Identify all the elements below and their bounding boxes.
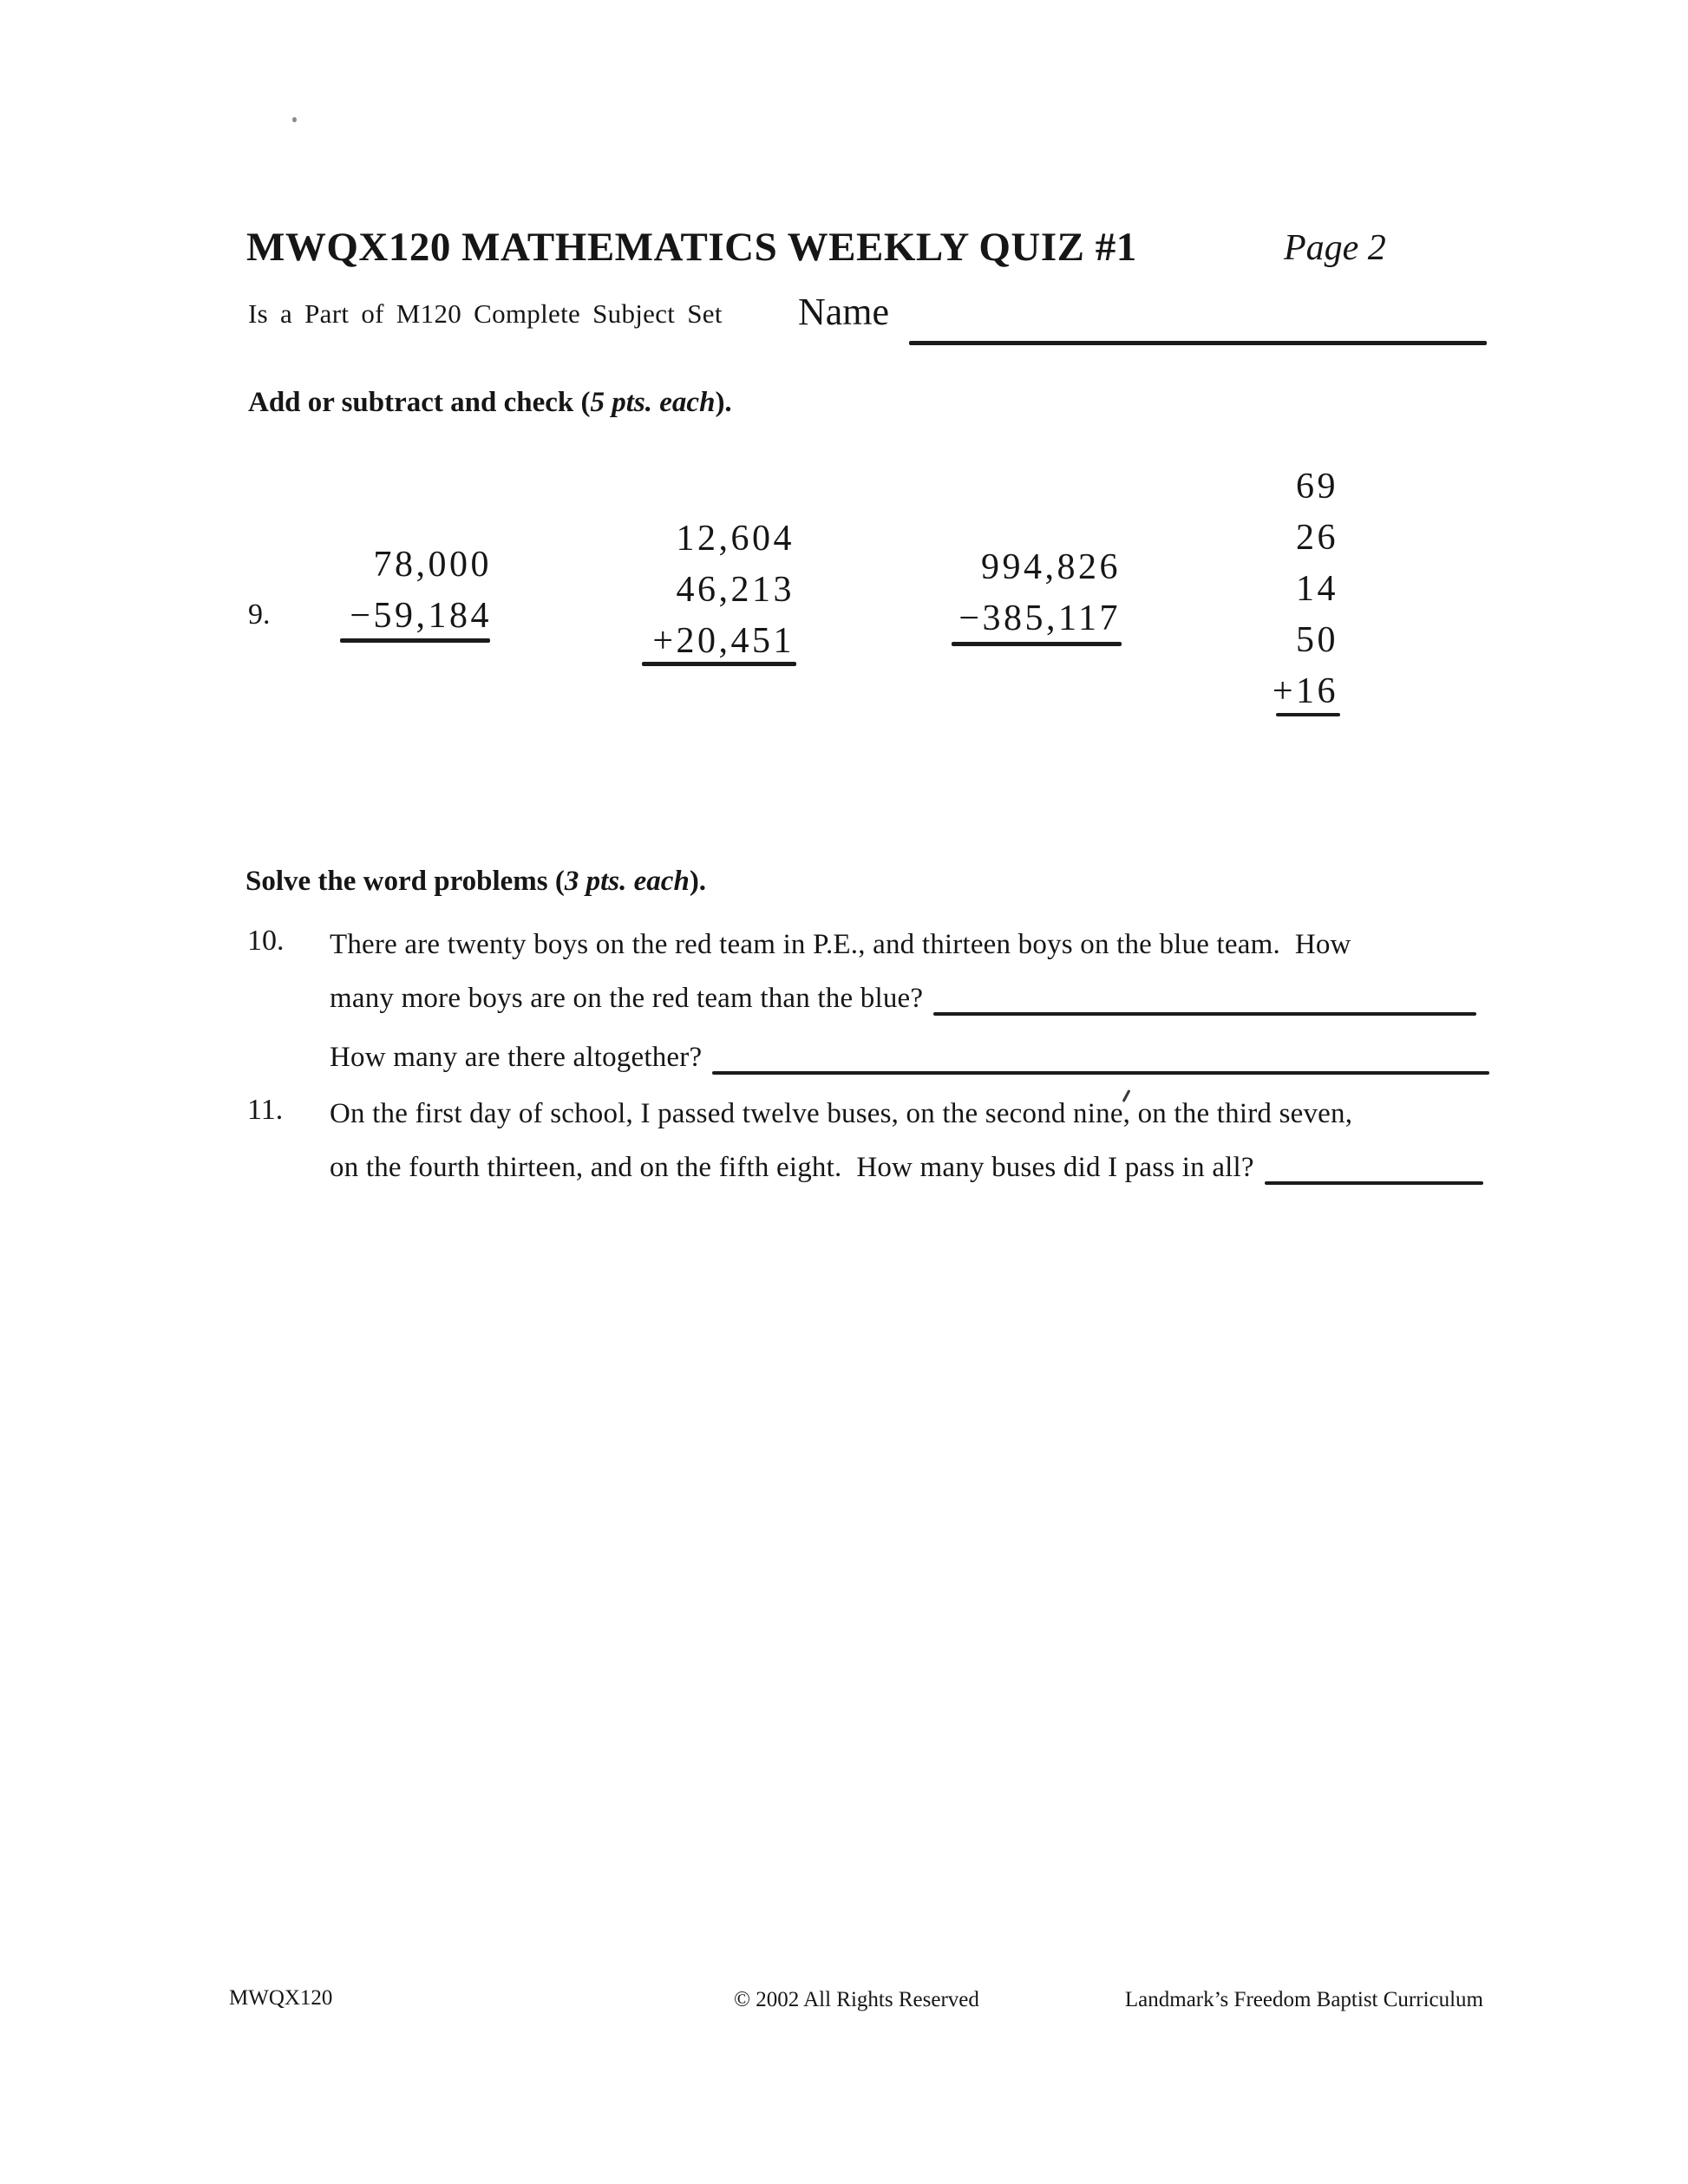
problem9-column2 [595,513,795,667]
problem9-column4 [1208,461,1338,717]
answer-rule [1276,713,1340,716]
number-row: 69 [1296,467,1338,507]
problem10-line2-text: many more boys are on the red team than the blue? [330,983,924,1014]
section2-heading-prefix: Solve the word problems ( [245,866,565,897]
scan-speck [292,117,297,122]
section1-heading-points: 5 pts. each [590,387,716,418]
name-label: Name [798,291,890,333]
problem11-answer-line [1265,1181,1483,1185]
number-row: +20,451 [652,621,795,661]
problem10-label: 10. [247,925,285,957]
number-row: +16 [1272,671,1338,711]
problem10-line1 [330,918,1476,971]
problem10-line1-text: There are twenty boys on the red team in P.E., and thirteen boys on the blue team. How [330,929,1351,960]
number-row: 46,213 [676,570,795,610]
page-number: Page 2 [1284,228,1386,268]
section1-heading-prefix: Add or subtract and check ( [248,387,591,418]
problem10-text [330,918,1476,1025]
problem9-label: 9. [248,598,271,631]
name-blank-line [909,341,1487,345]
number-row: 12,604 [676,519,795,559]
problem9-column1 [292,539,492,642]
problem10-followup-line [330,1030,1489,1084]
problem10-followup-answer-line [712,1071,1489,1075]
footer-publisher: Landmark’s Freedom Baptist Curriculum [1124,1988,1483,2011]
problem10-line2 [330,971,1476,1025]
number-row: 78,000 [373,545,492,585]
number-row: 994,826 [981,547,1121,587]
problem9-column3 [904,542,1121,644]
page-title: MWQX120 MATHEMATICS WEEKLY QUIZ #1 [246,225,1137,270]
number-row: −59,184 [350,596,492,636]
answer-rule [642,662,796,666]
number-row: 14 [1296,569,1338,609]
problem11-label: 11. [247,1094,284,1126]
problem11-line1-text: On the first day of school, I passed twelve buses, on the second nine, on the third seven, [330,1098,1353,1129]
problem11-text [330,1087,1483,1194]
problem10-followup [330,1030,1489,1084]
subtitle: Is a Part of M120 Complete Subject Set [248,298,723,329]
number-row: 50 [1296,620,1338,660]
problem11-line2 [330,1141,1483,1194]
section1-heading [248,387,732,419]
section2-heading [245,866,706,898]
answer-rule [952,642,1122,646]
section2-heading-points: 3 pts. each [564,866,690,897]
footer-course-code: MWQX120 [229,1986,333,2010]
answer-rule [340,638,490,643]
number-row: 26 [1296,518,1338,558]
problem10-followup-text: How many are there altogether? [330,1042,703,1073]
problem11-line1 [330,1087,1483,1141]
section2-heading-suffix: ). [689,866,707,897]
footer-copyright: © 2002 All Rights Reserved [734,1988,979,2011]
section1-heading-suffix: ). [715,387,732,418]
problem10-answer-line [933,1012,1476,1016]
number-row: −385,117 [958,598,1121,638]
problem11-line2-text: on the fourth thirteen, and on the fifth eight. How many buses did I pass in all? [330,1152,1254,1183]
